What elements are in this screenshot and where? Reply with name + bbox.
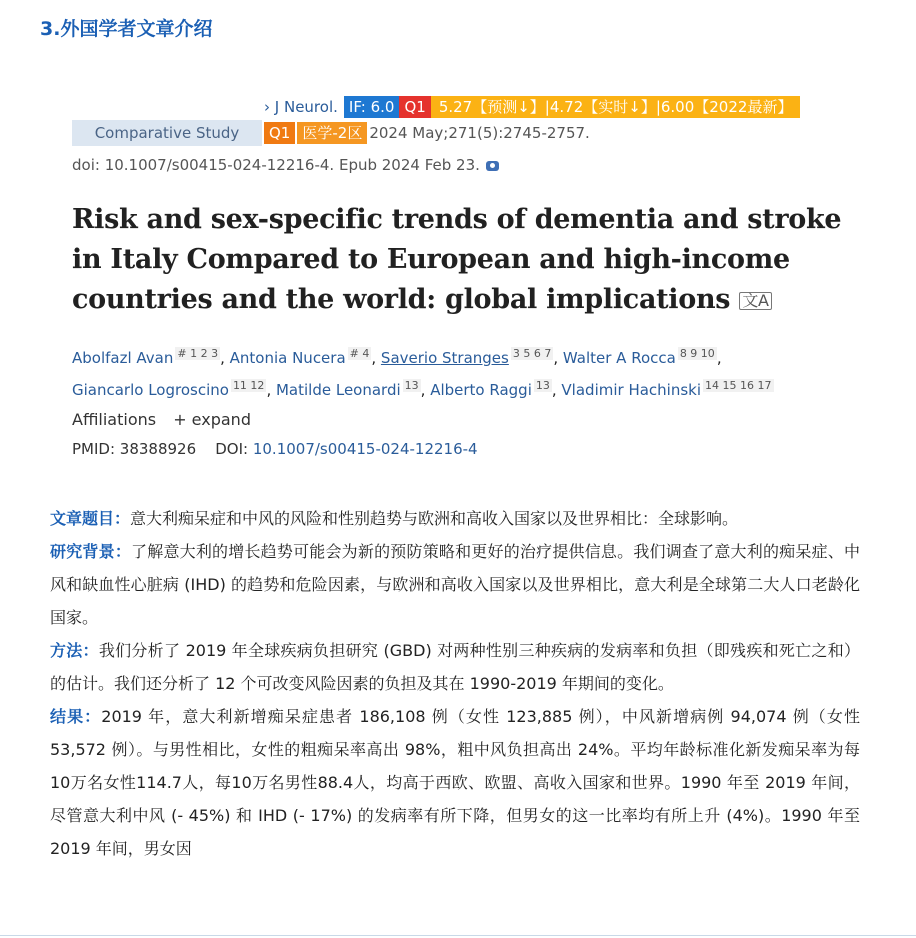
cas-field-badge: 医学-2区 [297, 122, 367, 144]
section-title: 3.外国学者文章介绍 [40, 18, 213, 40]
jcr-quartile-badge: Q1 [399, 96, 430, 118]
methods-label: 方法： [50, 641, 99, 660]
citation-row [264, 96, 800, 118]
author-link[interactable]: Alberto Raggi [430, 381, 532, 399]
author-affil-ref[interactable]: # 4 [349, 347, 370, 360]
author-affil-ref[interactable]: 13 [535, 379, 550, 392]
bottom-divider [0, 935, 916, 936]
citation-date: 2024 May;271(5):2745-2757. [369, 124, 590, 142]
article-title [72, 200, 862, 320]
author-affil-ref[interactable]: 14 15 16 17 [705, 379, 772, 392]
metrics-badge: 5.27【预测↓】|4.72【实时↓】|6.00【2022最新】 [431, 96, 801, 118]
affiliations-label: Affiliations [72, 410, 157, 429]
author-link[interactable]: Giancarlo Logroscino [72, 381, 229, 399]
results-label: 结果： [50, 707, 102, 726]
results-paragraph [50, 700, 860, 865]
identifiers-row [72, 440, 478, 458]
author-link[interactable]: Saverio Stranges [380, 349, 509, 367]
cas-quartile-badge: Q1 [264, 122, 295, 144]
title-translation: 意大利痴呆症和中风的风险和性别趋势与欧洲和高收入国家以及世界相比：全球影响。 [130, 509, 739, 528]
affiliations-row [72, 410, 251, 429]
journal-name: J Neurol. [274, 98, 338, 116]
publication-type-tag: Comparative Study [72, 120, 262, 146]
doi-link[interactable]: 10.1007/s00415-024-12216-4 [252, 440, 478, 458]
citation-row-2 [264, 122, 590, 144]
author-affil-ref[interactable]: 11 12 [232, 379, 265, 392]
author-list: Abolfazl Avan $^{\# 1 2 3}$ , Antonia Nucera $^{\# 4}$ , Saverio Stranges $^{3 5 6 7}$ , Walter A Rocca $^{8 9 10}$ , Giancarlo Logroscino $^{11 12}$ , Matilde Leonardi $^{13}$ , Alberto Raggi $^{13}$ , Vladimir Hachinski $^{14 15 16 17}$ [72, 347, 772, 399]
impact-factor-badge: IF: 6.0 [344, 96, 400, 118]
doi-label: DOI: [215, 440, 249, 458]
author-affil-ref[interactable]: 13 [404, 379, 419, 392]
author-affil-ref[interactable]: # 1 2 3 [177, 347, 219, 360]
translate-icon[interactable]: 文A [739, 292, 771, 310]
camera-icon[interactable] [486, 161, 499, 171]
doi-epub-line [72, 156, 499, 174]
author-affil-ref[interactable]: 8 9 10 [679, 347, 715, 360]
methods-paragraph [50, 634, 860, 700]
doi-epub-text: doi: 10.1007/s00415-024-12216-4. Epub 2024 Feb 23. [72, 156, 480, 174]
journal-link[interactable]: › J Neurol. [264, 98, 338, 116]
author-link[interactable]: Walter A Rocca [562, 349, 676, 367]
background-text: 了解意大利的增长趋势可能会为新的预防策略和更好的治疗提供信息。我们调查了意大利的痴呆症、中风和缺血性心脏病 (IHD) 的趋势和危险因素，与欧洲和高收入国家以及世界相比，意大利是全球第二大人口老龄化国家。 [50, 542, 860, 627]
author-link[interactable]: Antonia Nucera [229, 349, 346, 367]
author-link[interactable]: Vladimir Hachinski [561, 381, 702, 399]
title-label: 文章题目： [50, 509, 131, 528]
background-paragraph [50, 535, 860, 634]
expand-affiliations-button[interactable]: + expand [173, 410, 251, 429]
author-link[interactable]: Matilde Leonardi [275, 381, 401, 399]
background-label: 研究背景： [50, 542, 132, 561]
author-affil-ref[interactable]: 3 5 6 7 [512, 347, 552, 360]
abstract-summary [50, 502, 860, 865]
methods-text: 我们分析了 2019 年全球疾病负担研究 (GBD) 对两种性别三种疾病的发病率和负担（即残疾和死亡之和）的估计。我们还分析了 12 个可改变风险因素的负担及其在 1990-2019 年期间的变化。 [50, 641, 860, 693]
author-link[interactable]: Abolfazl Avan [72, 349, 174, 367]
abstract-title-paragraph [50, 502, 860, 535]
pmid: PMID: 38388926 [72, 440, 197, 458]
article-title-text: Risk and sex-specific trends of dementia and stroke in Italy Compared to European and high-income countries and the world: global implications [72, 204, 842, 315]
results-text: 2019 年，意大利新增痴呆症患者 186,108 例（女性 123,885 例），中风新增病例 94,074 例（女性 53,572 例）。与男性相比，女性的粗痴呆率高出 98%，粗中风负担高出 24%。平均年龄标准化新发痴呆率为每10万名女性114.7人，每10万名男性88.4人，均高于西欧、欧盟、高收入国家和世界。1990 年至 2019 年间，尽管意大利中风 (- 45%) 和 IHD (- 17%) 的发病率有所下降，但男女的这一比率均有所上升 (4%)。1990 年至 2019 年间，男女因 [50, 707, 860, 858]
